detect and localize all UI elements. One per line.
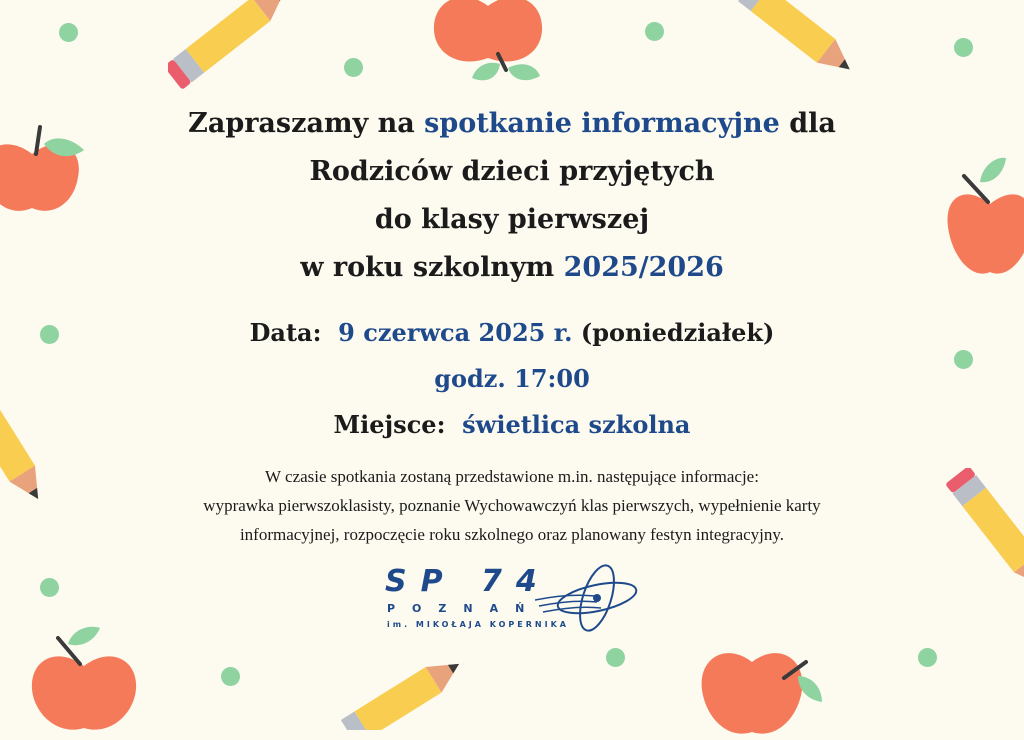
headline-line2: Rodziców dzieci przyjętych	[309, 156, 715, 187]
decor-dot	[344, 58, 363, 77]
decor-dot	[954, 38, 973, 57]
info-line: informacyjnej, rozpoczęcie roku szkolnego oraz planowany festyn integracyjny.	[239, 525, 785, 544]
event-details	[0, 310, 1024, 448]
event-date: Data: 9 czerwca 2025 r. (poniedziałek)	[249, 318, 775, 347]
info-line: wyprawka pierwszoklasisty, poznanie Wychowawczyń klas pierwszych, wypełnienie karty	[203, 496, 821, 515]
logo-city: POZNAŃ	[387, 602, 542, 615]
apple-icon	[28, 624, 140, 734]
event-place: Miejsce: świetlica szkolna	[333, 410, 691, 439]
decor-dot	[40, 578, 59, 597]
headline	[0, 100, 1024, 292]
pencil-icon	[168, 0, 288, 90]
headline-line1: Zapraszamy na spotkanie informacyjne dla	[188, 108, 836, 139]
decor-dot	[221, 667, 240, 686]
atom-orbit-icon	[535, 560, 640, 635]
decor-dot	[59, 23, 78, 42]
logo-patron: im. MIKOŁAJA KOPERNIKA	[387, 620, 569, 629]
apple-icon	[698, 640, 828, 740]
headline-line3: do klasy pierwszej	[374, 204, 650, 235]
invitation-content	[0, 100, 1024, 549]
meeting-info	[0, 462, 1024, 549]
logo-name: SP 74	[385, 564, 551, 599]
pencil-icon	[340, 640, 470, 730]
decor-dot	[645, 22, 664, 41]
headline-line4: w roku szkolnym 2025/2026	[300, 252, 724, 283]
event-time: godz. 17:00	[434, 364, 590, 393]
pencil-icon	[728, 0, 858, 90]
decor-dot	[918, 648, 937, 667]
apple-icon	[432, 0, 544, 96]
decor-dot	[606, 648, 625, 667]
info-line: W czasie spotkania zostaną przedstawione m.in. następujące informacje:	[265, 467, 759, 486]
school-logo	[385, 560, 640, 635]
